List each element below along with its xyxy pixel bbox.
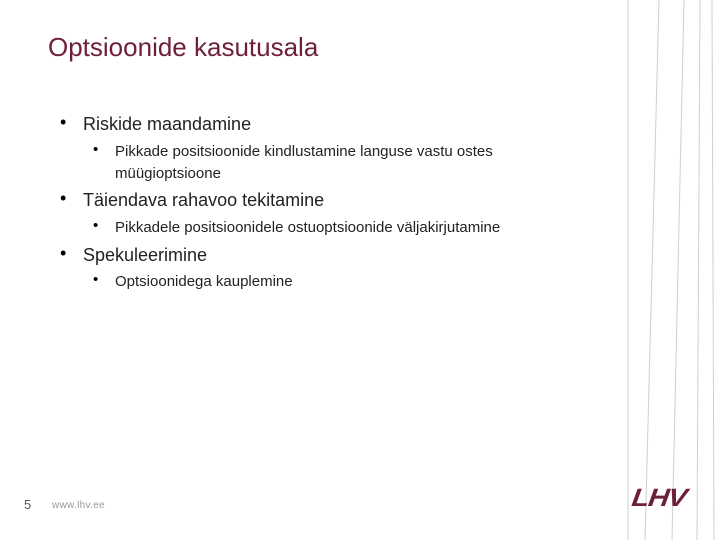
bullet-dot: • xyxy=(60,243,67,263)
lhv-logo: LHV xyxy=(630,484,689,512)
sub-bullet-text: Pikkadele positsioonidele ostuoptsioonide väljakirjutamine xyxy=(115,219,501,236)
bullet-riskide-maandamine: Riskide maandamine xyxy=(83,114,252,134)
bullet-dot: • xyxy=(60,112,67,132)
page-number: 5 xyxy=(24,497,32,512)
bullet-taiendava-rahavoo: Täiendava rahavoo tekitamine xyxy=(83,190,325,210)
sub-bullet-text: Optsioonidega kauplemine xyxy=(115,273,293,290)
sub-bullet-dot: • xyxy=(93,271,99,288)
sub-bullet-dot: • xyxy=(93,217,99,234)
bullet-dot: • xyxy=(60,188,67,208)
sub-bullet-text: Pikkade positsioonide kindlustamine languse vastu ostes xyxy=(115,143,493,160)
sub-bullet-text-continued: müügioptsioone xyxy=(115,165,221,182)
sub-bullet-dot: • xyxy=(93,141,99,158)
slide-title: Optsioonide kasutusala xyxy=(48,32,319,62)
footer-url: www.lhv.ee xyxy=(52,500,105,511)
bullet-spekuleerimine: Spekuleerimine xyxy=(83,245,208,265)
